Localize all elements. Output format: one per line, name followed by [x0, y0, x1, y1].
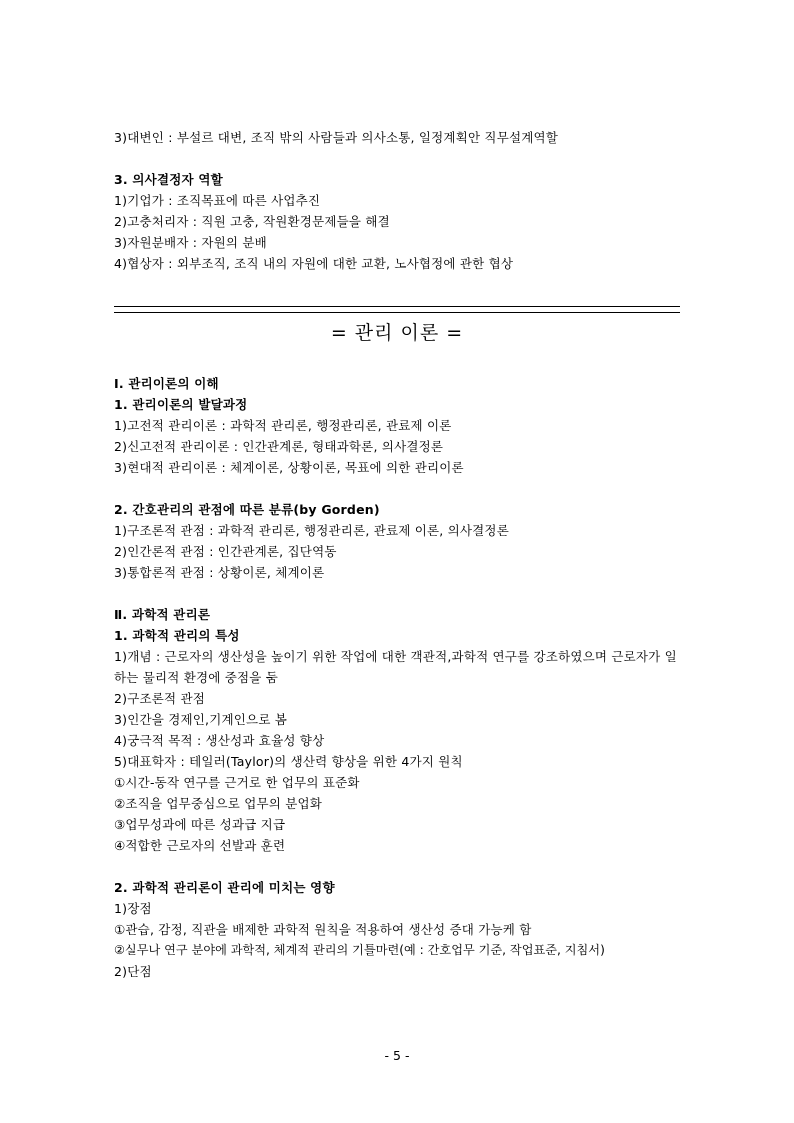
list-item: ③업무성과에 따른 성과급 지급	[114, 817, 286, 832]
list-item: ④적합한 근로자의 선발과 훈련	[114, 838, 286, 853]
subheading-development: 1. 관리이론의 발달과정	[114, 397, 248, 412]
section-title: = 관리 이론 =	[330, 322, 464, 344]
list-item-concept: 1)개념 : 근로자의 생산성을 높이기 위한 작업에 대한 객관적,과학적 연구를 강조하였으며 근로자가 일하는 물리적 환경에 중점을 둠	[114, 649, 677, 685]
double-rule-divider	[114, 306, 680, 313]
list-item: 4)궁극적 목적 : 생산성과 효율성 향상	[114, 733, 325, 748]
blank-line	[114, 148, 684, 169]
role-spokesperson: 3)대변인 : 부설르 대변, 조직 밖의 사람들과 의사소통, 일정계획안 직무설계역할	[114, 130, 559, 145]
list-item: 3)통합론적 관점 : 상황이론, 체계이론	[114, 565, 325, 580]
blank-line	[114, 856, 684, 877]
role-negotiator: 4)협상자 : 외부조직, 조직 내의 자원에 대한 교환, 노사협정에 관한 협상	[114, 256, 514, 271]
list-item: 3)현대적 관리이론 : 체계이론, 상황이론, 목표에 의한 관리이론	[114, 460, 464, 475]
list-item: 1)구조론적 관점 : 과학적 관리론, 행정관리론, 관료제 이론, 의사결정론	[114, 523, 509, 538]
list-item: 2)단점	[114, 964, 152, 979]
list-item: ①시간-동작 연구를 근거로 한 업무의 표준화	[114, 775, 360, 790]
role-disturbance-handler: 2)고충처리자 : 직원 고충, 작원환경문제들을 해결	[114, 214, 390, 229]
list-item: 2)구조론적 관점	[114, 691, 206, 706]
list-item: 2)인간론적 관점 : 인간관계론, 집단역동	[114, 544, 337, 559]
page-number: - 5 -	[384, 1048, 410, 1063]
subheading-characteristics: 1. 과학적 관리의 특성	[114, 628, 240, 643]
list-item: 2)신고전적 관리이론 : 인간관계론, 형태과학론, 의사결정론	[114, 439, 444, 454]
chapter-heading-2: Ⅱ. 과학적 관리론	[114, 607, 211, 622]
list-item: ①관습, 감정, 직관을 배제한 과학적 원칙을 적용하여 생산성 증대 가능케 함	[114, 922, 532, 937]
body-section	[114, 373, 684, 982]
subheading-influence: 2. 과학적 관리론이 관리에 미치는 영향	[114, 880, 335, 895]
list-item: 1)장점	[114, 901, 152, 916]
top-section	[114, 127, 684, 274]
heading-decision-maker-role: 3. 의사결정자 역할	[114, 172, 223, 187]
list-item: ②실무나 연구 분야에 과학적, 체계적 관리의 기틀마련(예 : 간호업무 기준, 작업표준, 지침서)	[114, 943, 605, 957]
list-item: 3)인간을 경제인,기계인으로 봄	[114, 712, 288, 727]
list-item: ②조직을 업무중심으로 업무의 분업화	[114, 796, 323, 811]
chapter-heading-1: Ⅰ. 관리이론의 이해	[114, 376, 219, 391]
blank-line	[114, 583, 684, 604]
list-item: 5)대표학자 : 테일러(Taylor)의 생산력 향상을 위한 4가지 원칙	[114, 754, 463, 769]
blank-line	[114, 478, 684, 499]
list-item: 1)고전적 관리이론 : 과학적 관리론, 행정관리론, 관료제 이론	[114, 418, 452, 433]
subheading-classification: 2. 간호관리의 관점에 따른 분류(by Gorden)	[114, 502, 380, 517]
role-entrepreneur: 1)기업가 : 조직목표에 따른 사업추진	[114, 193, 321, 208]
role-resource-allocator: 3)자원분배자 : 자원의 분배	[114, 235, 267, 250]
